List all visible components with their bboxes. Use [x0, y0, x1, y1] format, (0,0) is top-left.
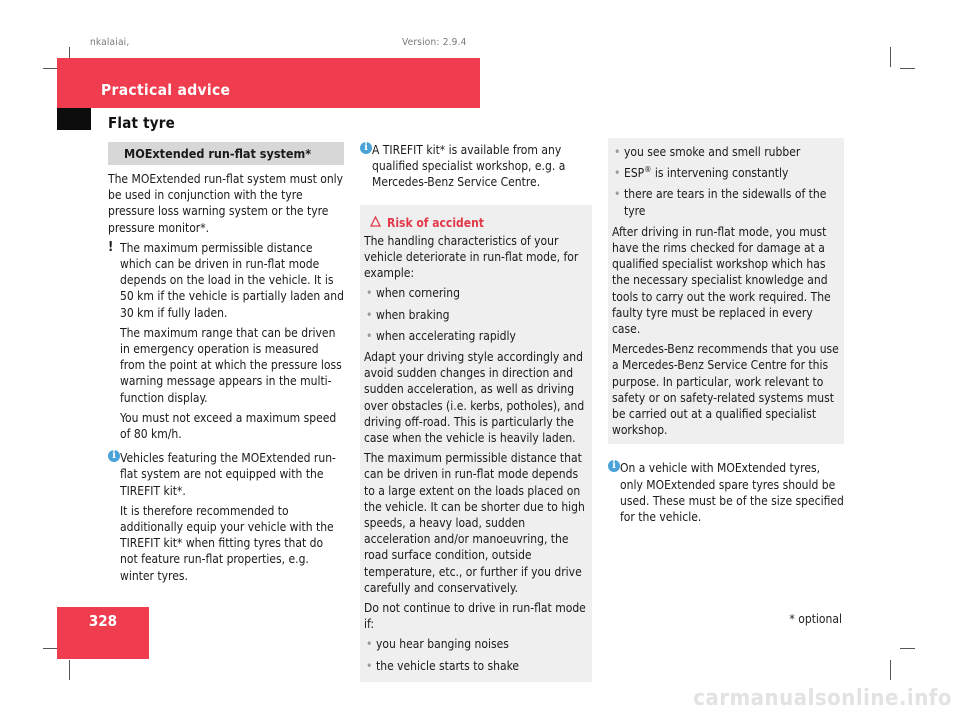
- column-3: [608, 138, 844, 529]
- meta-right: Version: 2.9.4: [402, 37, 467, 48]
- info-paragraph: Vehicles featuring the MOExtended run-flat system are not equipped with the TIREFIT kit*.: [120, 451, 336, 498]
- body-paragraph: Adapt your driving style accordingly and avoid sudden changes in direction and sudden acceleration, as well as driving over obstacles (i.e. kerbs, potholes), and driving off-road. This is particularly the case when the vehicle is heavily laden.: [364, 350, 585, 446]
- list-item: • you hear banging noises: [364, 636, 588, 652]
- list-item: • when braking: [364, 307, 588, 323]
- crop-mark: [43, 648, 57, 649]
- info-paragraph: A TIREFIT kit* is available from any qualified specialist workshop, e.g. a Mercedes-Benz Service Centre.: [372, 143, 566, 190]
- info-note: [360, 142, 592, 191]
- crop-mark: [890, 47, 891, 67]
- risk-title: Risk of accident: [387, 215, 484, 230]
- footnote-optional: * optional: [789, 612, 842, 626]
- page-number: 328: [88, 612, 118, 630]
- list-item: • the vehicle starts to shake: [364, 658, 588, 674]
- list-item: • there are tears in the sidewalls of the tyre: [612, 186, 840, 218]
- meta-left: nkalaiai,: [90, 37, 130, 48]
- esp-text: is intervening constantly: [651, 166, 789, 181]
- warning-box: [360, 205, 592, 682]
- caution-note: [108, 240, 344, 442]
- note-paragraph: The maximum range that can be driven in emergency operation is measured from the point at which the pressure loss warning message appears in the multi-function display.: [120, 325, 342, 405]
- warning-triangle-icon: [370, 215, 381, 231]
- info-icon: i: [360, 142, 372, 154]
- info-icon: i: [608, 460, 620, 472]
- watermark: carmanualsonline.info: [693, 686, 952, 711]
- list-item: • you see smoke and smell rubber: [612, 144, 840, 160]
- risk-heading: [364, 215, 588, 231]
- list-item: [612, 165, 840, 181]
- crop-mark: [69, 660, 70, 680]
- body-paragraph: After driving in run-flat mode, you must have the rims checked for damage at a qualified specialist workshop which has the necessary specialist knowledge and tools to carry out the work required. The faulty tyre must be replaced in every case.: [612, 224, 831, 337]
- body-paragraph: The maximum permissible distance that can be driven in run-flat mode depends to a large extent on the loads placed on the vehicle. It can be shorter due to high speeds, a heavy load, sudden acceleration and/or manoeuvring, the road surface condition, outside temperature, etc., or further if you drive carefully and conservatively.: [364, 451, 585, 595]
- intro-text: The MOExtended run-flat system must only be used in conjunction with the tyre pressure loss warning system or the tyre pressure monitor*.: [108, 172, 344, 235]
- esp-label: ESP: [624, 166, 645, 181]
- risk-intro: The handling characteristics of your vehicle deteriorate in run-flat mode, for example:: [364, 233, 579, 281]
- subsection-title: Flat tyre: [108, 114, 175, 132]
- list-item: • when accelerating rapidly: [364, 328, 588, 344]
- body-paragraph: Do not continue to drive in run-flat mode if:: [364, 601, 586, 632]
- column-1: [108, 142, 344, 588]
- column-2: [360, 142, 592, 682]
- crop-mark: [890, 660, 891, 680]
- section-title: Practical advice: [101, 81, 231, 99]
- section-heading: MOExtended run-flat system*: [108, 142, 344, 165]
- warning-box-continued: [608, 138, 844, 444]
- note-paragraph: You must not exceed a maximum speed of 80 km/h.: [120, 410, 337, 442]
- note-paragraph: The maximum permissible distance which can be driven in run-flat mode depends on the load in the vehicle. It is 50 km if the vehicle is partially laden and 30 km if fully laden.: [120, 240, 344, 320]
- exclamation-icon: !: [108, 239, 114, 255]
- crop-mark: [43, 68, 57, 69]
- body-paragraph: Mercedes-Benz recommends that you use a Mercedes-Benz Service Centre for this purpose. In particular, work relevant to safety or on safety-related systems must be carried out at a qualified specialist workshop.: [612, 342, 839, 438]
- crop-mark: [900, 68, 915, 69]
- info-note: [608, 460, 844, 525]
- list-item: • when cornering: [364, 285, 588, 301]
- subsection-tab: [57, 108, 91, 130]
- info-note: [108, 450, 344, 584]
- info-paragraph: On a vehicle with MOExtended tyres, only MOExtended spare tyres should be used. These must be of the size specified for the vehicle.: [620, 461, 844, 525]
- registered-mark: ®: [644, 165, 652, 175]
- info-paragraph: It is therefore recommended to additionally equip your vehicle with the TIREFIT kit* when fitting tyres that do not feature run-flat properties, e.g. winter tyres.: [120, 503, 334, 583]
- info-icon: i: [108, 450, 120, 462]
- crop-mark: [900, 648, 915, 649]
